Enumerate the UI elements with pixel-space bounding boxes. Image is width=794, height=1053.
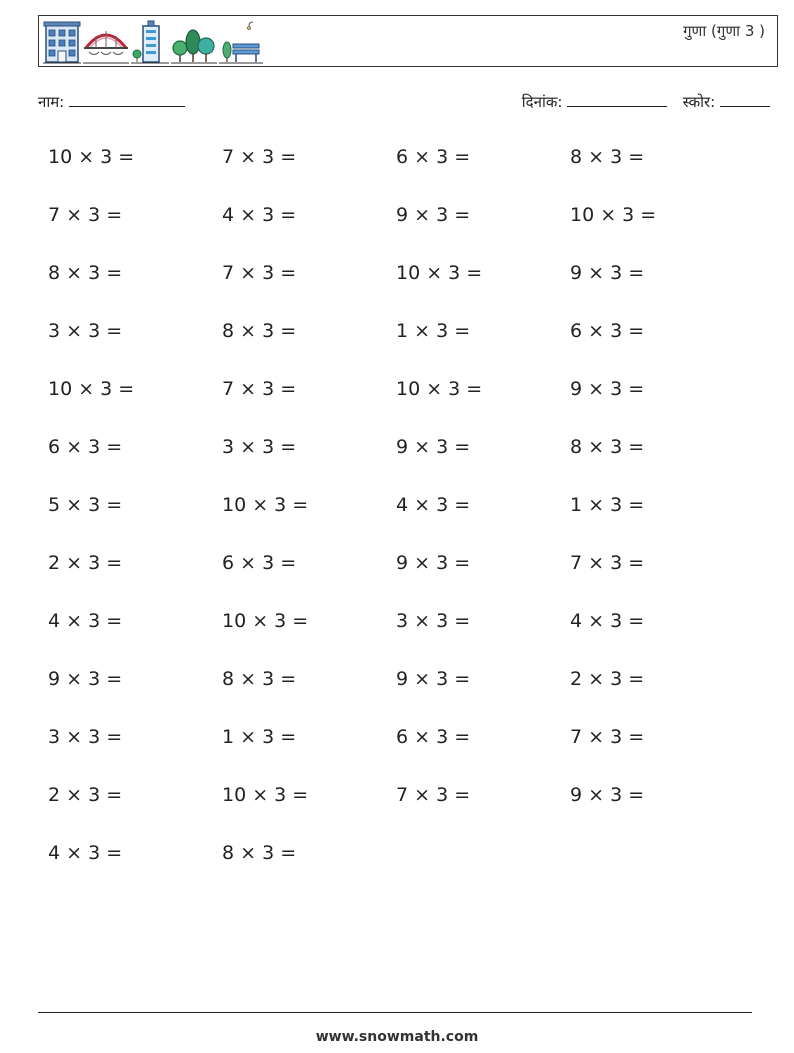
name-blank[interactable] xyxy=(69,92,185,107)
worksheet-title: गुणा (गुणा 3 ) xyxy=(683,22,765,40)
footer-divider xyxy=(38,1012,752,1013)
problem-cell: 2 × 3 = xyxy=(48,552,123,574)
problem-cell: 3 × 3 = xyxy=(48,726,123,748)
problem-cell: 8 × 3 = xyxy=(48,262,123,284)
building-icon xyxy=(43,20,81,64)
problem-cell: 7 × 3 = xyxy=(222,146,297,168)
problem-cell: 7 × 3 = xyxy=(570,552,645,574)
problem-cell: 7 × 3 = xyxy=(222,262,297,284)
problem-cell: 10 × 3 = xyxy=(222,784,309,806)
problem-cell: 9 × 3 = xyxy=(48,668,123,690)
problem-cell: 7 × 3 = xyxy=(570,726,645,748)
name-field xyxy=(38,92,185,112)
header-icons xyxy=(43,18,263,64)
bridge-icon xyxy=(83,20,129,64)
problem-cell: 1 × 3 = xyxy=(222,726,297,748)
problem-cell: 10 × 3 = xyxy=(222,494,309,516)
problem-cell: 9 × 3 = xyxy=(396,668,471,690)
problem-cell: 4 × 3 = xyxy=(48,842,123,864)
problem-cell: 6 × 3 = xyxy=(396,146,471,168)
trees-icon xyxy=(171,20,217,64)
problem-cell: 7 × 3 = xyxy=(48,204,123,226)
problem-cell: 2 × 3 = xyxy=(570,668,645,690)
problem-cell: 6 × 3 = xyxy=(48,436,123,458)
worksheet-header xyxy=(38,15,778,67)
tower-icon xyxy=(131,20,169,64)
problem-cell: 6 × 3 = xyxy=(222,552,297,574)
problem-cell: 5 × 3 = xyxy=(48,494,123,516)
problem-cell: 8 × 3 = xyxy=(222,320,297,342)
problem-cell: 4 × 3 = xyxy=(396,494,471,516)
problem-cell: 8 × 3 = xyxy=(570,146,645,168)
problem-cell: 3 × 3 = xyxy=(48,320,123,342)
problem-cell: 9 × 3 = xyxy=(570,262,645,284)
problem-cell: 3 × 3 = xyxy=(222,436,297,458)
bench-icon xyxy=(219,20,263,64)
problem-cell: 4 × 3 = xyxy=(48,610,123,632)
problem-cell: 9 × 3 = xyxy=(396,204,471,226)
problem-cell: 9 × 3 = xyxy=(570,784,645,806)
problem-cell: 10 × 3 = xyxy=(48,146,135,168)
problem-cell: 10 × 3 = xyxy=(48,378,135,400)
problem-cell: 4 × 3 = xyxy=(222,204,297,226)
problem-cell: 8 × 3 = xyxy=(222,668,297,690)
problem-cell: 2 × 3 = xyxy=(48,784,123,806)
problem-cell: 10 × 3 = xyxy=(570,204,657,226)
problem-cell: 6 × 3 = xyxy=(396,726,471,748)
problem-cell: 1 × 3 = xyxy=(570,494,645,516)
problem-cell: 10 × 3 = xyxy=(222,610,309,632)
date-score-fields xyxy=(522,92,770,112)
problem-cell: 9 × 3 = xyxy=(396,436,471,458)
score-blank[interactable] xyxy=(720,92,770,107)
name-label: नाम: xyxy=(38,93,65,111)
footer-url: www.snowmath.com xyxy=(315,1029,479,1045)
score-label: स्कोर: xyxy=(682,93,716,111)
date-label: दिनांक: xyxy=(521,93,563,111)
problem-cell: 7 × 3 = xyxy=(222,378,297,400)
problem-cell: 3 × 3 = xyxy=(396,610,471,632)
problem-cell: 6 × 3 = xyxy=(570,320,645,342)
problem-cell: 9 × 3 = xyxy=(396,552,471,574)
problem-cell: 8 × 3 = xyxy=(222,842,297,864)
problem-cell: 10 × 3 = xyxy=(396,378,483,400)
problem-cell: 7 × 3 = xyxy=(396,784,471,806)
problem-cell: 4 × 3 = xyxy=(570,610,645,632)
problem-cell: 1 × 3 = xyxy=(396,320,471,342)
date-blank[interactable] xyxy=(567,92,667,107)
problem-cell: 10 × 3 = xyxy=(396,262,483,284)
problem-cell: 9 × 3 = xyxy=(570,378,645,400)
problem-cell: 8 × 3 = xyxy=(570,436,645,458)
